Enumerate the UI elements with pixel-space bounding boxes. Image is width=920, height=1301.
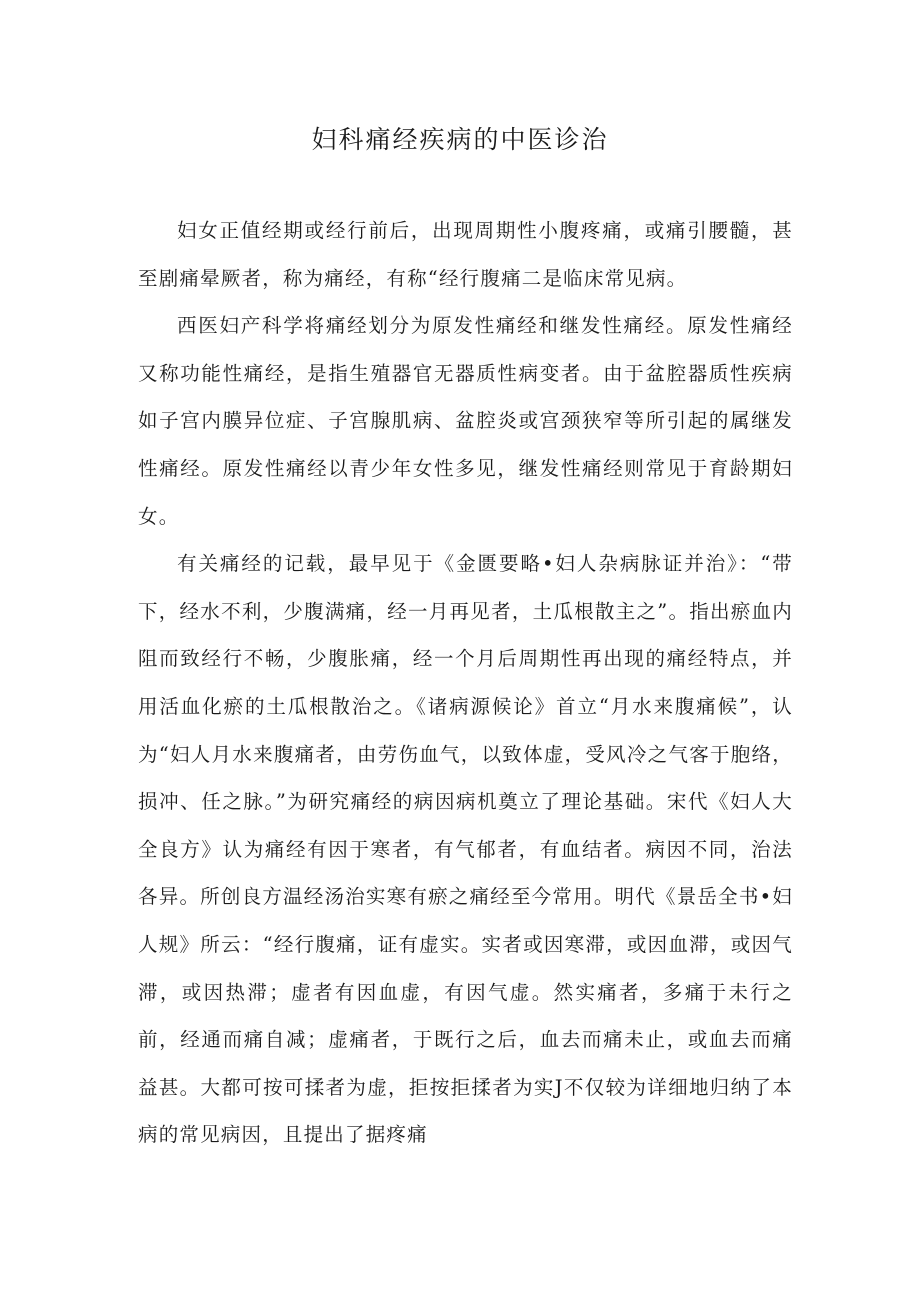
paragraph-classification: 西医妇产科学将痛经划分为原发性痛经和继发性痛经。原发性痛经又称功能性痛经，是指生殖器官无器质性病变者。由于盆腔器质性疾病如子宫内膜异位症、子宫腺肌病、盆腔炎或宫颈狭窄等所引起的属继发性痛经。原发性痛经以青少年女性多见，继发性痛经则常见于育龄期妇女。	[138, 314, 793, 528]
document-title: 妇科痛经疾病的中医诊治	[311, 125, 609, 154]
paragraph-history: 有关痛经的记载，最早见于《金匮要略•妇人杂病脉证并治》：“带下，经水不利，少腹满痛，经一月再见者，土瓜根散主之”。指出瘀血内阻而致经行不畅，少腹胀痛，经一个月后周期性再出现的痛经特点，并用活血化瘀的土瓜根散治之。《诸病源候论》首立“月水来腹痛候”，认为“妇人月水来腹痛者，由劳伤血气，以致体虚，受风冷之气客于胞络，损冲、任之脉。”为研究痛经的病因病机奠立了理论基础。宋代《妇人大全良方》认为痛经有因于寒者，有气郁者，有血结者。病因不同，治法各异。所创良方温经汤治实寒有瘀之痛经至今常用。明代《景岳全书•妇人规》所云：“经行腹痛，证有虚实。实者或因寒滞，或因血滞，或因气滞，或因热滞；虚者有因血虚，有因气虚。然实痛者，多痛于未行之前，经通而痛自减；虚痛者，于既行之后，血去而痛未止，或血去而痛益甚。大都可按可揉者为虚，拒按拒揉者为实J不仅较为详细地归纳了本病的常见病因，且提出了据疼痛	[138, 552, 793, 1147]
document-body	[138, 207, 793, 1159]
paragraph-definition: 妇女正值经期或经行前后，出现周期性小腹疼痛，或痛引腰髓，甚至剧痛晕厥者，称为痛经，有称“经行腹痛二是临床常见病。	[138, 219, 793, 290]
